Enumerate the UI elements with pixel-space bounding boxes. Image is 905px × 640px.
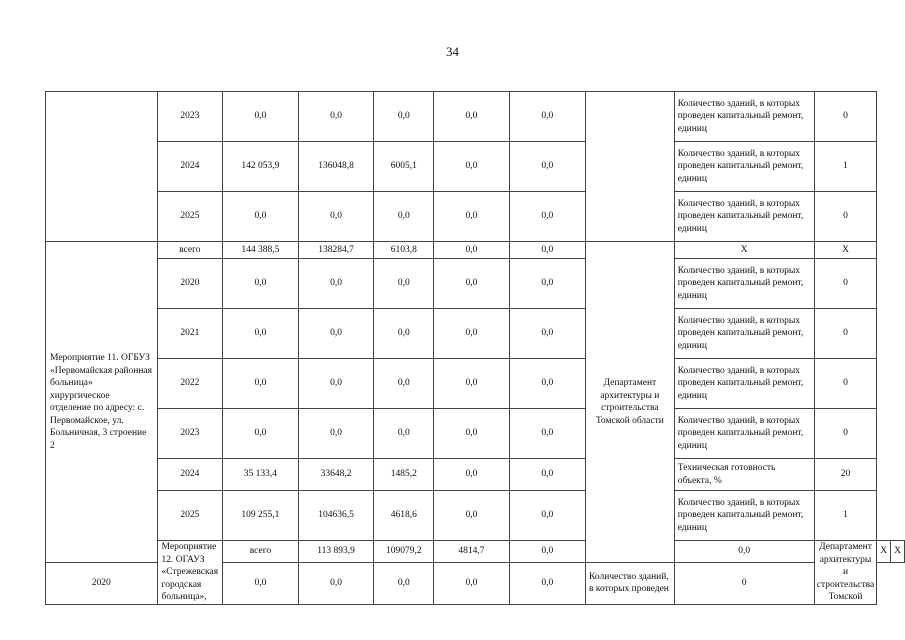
funding-cell: 0,0 [434, 563, 510, 604]
funding-cell: 0,0 [509, 259, 585, 309]
indicator-cell: X [877, 541, 891, 563]
year-cell: 2023 [157, 409, 223, 459]
funding-cell: 0,0 [509, 242, 585, 259]
indicator-cell: Количество зданий, в которых проведен [586, 563, 675, 604]
indicator-value-cell: 0 [674, 563, 814, 604]
funding-cell: 0,0 [298, 259, 374, 309]
indicator-value-cell: 1 [814, 491, 877, 541]
funding-cell: 4814,7 [434, 541, 510, 563]
year-cell: 2020 [157, 259, 223, 309]
funding-cell: 0,0 [434, 459, 510, 491]
table-row [46, 259, 905, 309]
year-cell: 2020 [46, 563, 158, 604]
funding-cell: 0,0 [434, 142, 510, 192]
funding-cell: 0,0 [434, 192, 510, 242]
funding-cell: 0,0 [298, 409, 374, 459]
total-cell: 0,0 [223, 309, 299, 359]
funding-cell: 0,0 [509, 563, 585, 604]
funding-cell: 1485,2 [374, 459, 434, 491]
indicator-cell: Количество зданий, в которых проведен капитальный ремонт, единиц [674, 259, 814, 309]
year-cell: всего [223, 541, 299, 563]
funding-cell: 33648,2 [298, 459, 374, 491]
indicator-cell: Количество зданий, в которых проведен капитальный ремонт, единиц [674, 142, 814, 192]
program-table [45, 91, 905, 605]
funding-cell: 0,0 [298, 359, 374, 409]
year-cell: всего [157, 242, 223, 259]
total-cell: 0,0 [223, 563, 299, 604]
funding-cell: 6005,1 [374, 142, 434, 192]
funding-cell: 109079,2 [374, 541, 434, 563]
table-row [46, 142, 905, 192]
table-row [46, 459, 905, 491]
year-cell: 2025 [157, 192, 223, 242]
indicator-value-cell: X [891, 541, 905, 563]
measure-11-title: Мероприятие 11. ОГБУЗ «Первомайская районная больница» хирургическое отделение по адресу: с. Первомайское, ул. Больничная, 3 строение 2 [46, 242, 158, 563]
funding-cell: 0,0 [434, 92, 510, 142]
indicator-value-cell: 20 [814, 459, 877, 491]
funding-cell: 0,0 [374, 359, 434, 409]
funding-cell: 0,0 [509, 192, 585, 242]
funding-cell: 0,0 [434, 409, 510, 459]
funding-cell: 0,0 [374, 563, 434, 604]
funding-cell: 0,0 [509, 459, 585, 491]
funding-cell: 0,0 [298, 92, 374, 142]
total-cell: 0,0 [223, 192, 299, 242]
funding-cell: 0,0 [374, 92, 434, 142]
funding-cell: 0,0 [298, 563, 374, 604]
indicator-value-cell: 0 [814, 359, 877, 409]
indicator-cell: Техническая готовность объекта, % [674, 459, 814, 491]
funding-cell: 0,0 [374, 409, 434, 459]
indicator-value-cell: 0 [814, 259, 877, 309]
funding-cell: 0,0 [374, 192, 434, 242]
funding-cell: 4618,6 [374, 491, 434, 541]
funding-cell: 0,0 [298, 309, 374, 359]
indicator-value-cell: 0 [814, 409, 877, 459]
total-cell: 0,0 [223, 92, 299, 142]
total-cell: 142 053,9 [223, 142, 299, 192]
table-row [46, 242, 905, 259]
indicator-value-cell: 0 [814, 192, 877, 242]
funding-cell: 0,0 [434, 359, 510, 409]
table-row [46, 409, 905, 459]
funding-cell: 0,0 [509, 92, 585, 142]
funding-cell: 0,0 [509, 309, 585, 359]
indicator-value-cell: 1 [814, 142, 877, 192]
indicator-value-cell: X [814, 242, 877, 259]
funding-cell: 0,0 [374, 309, 434, 359]
year-cell: 2022 [157, 359, 223, 409]
year-cell: 2024 [157, 142, 223, 192]
table-row [46, 359, 905, 409]
total-cell: 113 893,9 [298, 541, 374, 563]
funding-cell: 0,0 [509, 491, 585, 541]
indicator-cell: Количество зданий, в которых проведен капитальный ремонт, единиц [674, 309, 814, 359]
funding-cell: 0,0 [509, 359, 585, 409]
department-cell-continued [586, 92, 675, 242]
total-cell: 0,0 [223, 259, 299, 309]
funding-cell: 0,0 [374, 259, 434, 309]
funding-cell: 0,0 [434, 259, 510, 309]
page-number: 34 [446, 44, 459, 59]
funding-cell: 0,0 [434, 491, 510, 541]
year-cell: 2021 [157, 309, 223, 359]
total-cell: 0,0 [223, 409, 299, 459]
measure-12-department: Департамент архитектуры и строительства Томской [814, 541, 877, 605]
funding-cell: 0,0 [674, 541, 814, 563]
measure-cell-continued [46, 92, 158, 242]
table-row [46, 192, 905, 242]
year-cell: 2025 [157, 491, 223, 541]
funding-cell: 0,0 [434, 242, 510, 259]
year-cell: 2023 [157, 92, 223, 142]
funding-cell: 0,0 [298, 192, 374, 242]
table-row [46, 491, 905, 541]
funding-cell: 0,0 [434, 309, 510, 359]
table-row [46, 309, 905, 359]
funding-cell: 0,0 [509, 541, 585, 563]
funding-cell: 136048,8 [298, 142, 374, 192]
total-cell: 144 388,5 [223, 242, 299, 259]
indicator-value-cell: 0 [814, 92, 877, 142]
table-row [46, 541, 905, 563]
indicator-cell: Количество зданий, в которых проведен капитальный ремонт, единиц [674, 491, 814, 541]
measure-12-title: Мероприятие 12. ОГАУЗ «Стрежевская городская больница», [157, 541, 223, 605]
year-cell: 2024 [157, 459, 223, 491]
total-cell: 0,0 [223, 359, 299, 409]
indicator-cell: Количество зданий, в которых проведен капитальный ремонт, единиц [674, 409, 814, 459]
indicator-value-cell: 0 [814, 309, 877, 359]
table-row [46, 92, 905, 142]
funding-cell: 0,0 [509, 409, 585, 459]
indicator-cell: Количество зданий, в которых проведен капитальный ремонт, единиц [674, 192, 814, 242]
indicator-cell: X [674, 242, 814, 259]
indicator-cell: Количество зданий, в которых проведен капитальный ремонт, единиц [674, 359, 814, 409]
funding-cell: 104636,5 [298, 491, 374, 541]
total-cell: 35 133,4 [223, 459, 299, 491]
funding-cell: 138284,7 [298, 242, 374, 259]
total-cell: 109 255,1 [223, 491, 299, 541]
funding-cell: 0,0 [509, 142, 585, 192]
indicator-cell: Количество зданий, в которых проведен капитальный ремонт, единиц [674, 92, 814, 142]
funding-cell: 6103,8 [374, 242, 434, 259]
measure-11-department: Департамент архитектуры и строительства Томской области [586, 242, 675, 563]
